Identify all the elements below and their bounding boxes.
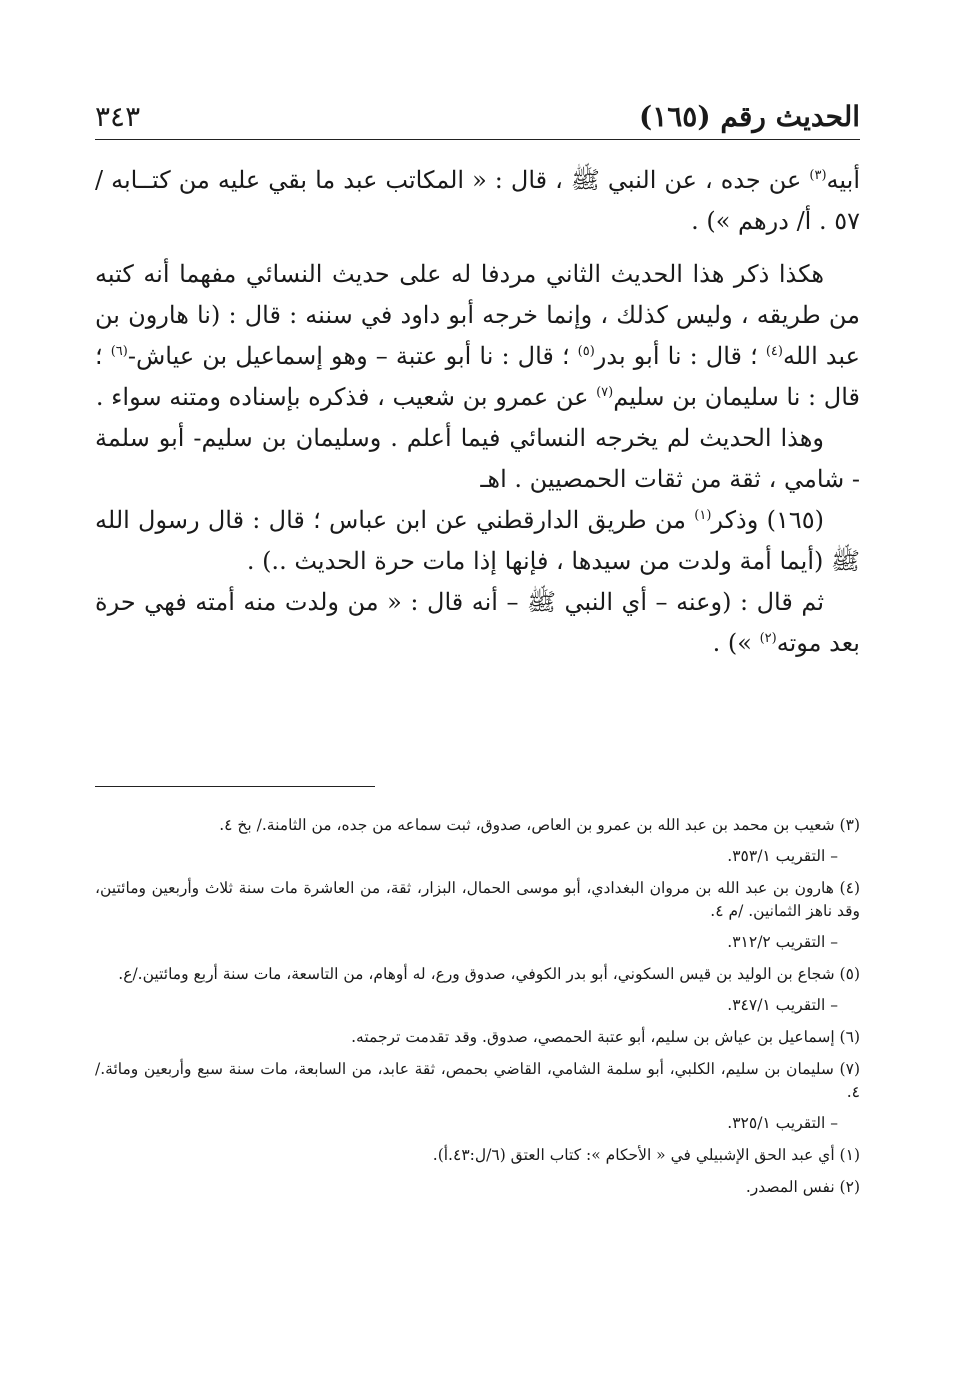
footnote-reference: – التقريب ٣٤٧/١. [727,996,838,1014]
footnote-2: (٢) نفس المصدر. [745,1178,860,1196]
paragraph-5: ثم قال : (وعنه – أي النبي ﷺ – أنه قال : « من ولدت منه أمته فهي حرة بعد موته$^{(٢)}$ ») . [95,588,860,657]
paragraph-4: (١٦٥) وذكر$^{(١)}$ من طريق الدارقطني عن ابن عباس ؛ قال : قال رسول الله ﷺ (أيما أمة ولدت من سيدها ، فإنها إذا مات حرة الحديث ..) . [95,506,860,575]
footnote-marker: (١) [694,508,712,523]
footnote-4: (٤) هارون بن عبد الله بن مروان البغدادي، أبو موسى الحمال، البزار، ثقة، من العاشرة مات سنة ثلاث وأربعين ومائتين، وقد ناهز الثمانين. /م ٤. – التقريب ٣١٢/٢. [95,877,860,954]
footnote-marker: (٦) [110,344,128,359]
footnote-marker: (٧) [596,385,614,400]
paragraph-1: أبيه$^{(٣)}$ عن جده ، عن النبي ﷺ ، قال : « المكاتب عبد ما بقي عليه من كتــابه /٥٧ . أ/ درهم ») . [95,166,860,235]
footnote-7: (٧) سليمان بن سليم، الكلبي، أبو سلمة الشامي، القاضي بحمص، ثقة عابد، من السابعة، مات سنة سبع وأربعين ومائة./ ٤. – التقريب ٣٢٥/١. [95,1058,860,1135]
footnote-5: (٥) شجاع بن الوليد بن قيس السكوني، أبو بدر الكوفي، صدوق ورع، له أوهام، من التاسعة، مات سنة أربع ومائتين./ع. – التقريب ٣٤٧/١. [95,963,860,1017]
footnote-reference: – التقريب ٣١٢/٢. [727,933,838,951]
page-title: الحديث رقم (١٦٥) [638,100,860,133]
footnote-divider [95,786,375,787]
footnote-marker: (٢) [759,631,777,646]
page-number: ٣٤٣ [95,100,141,133]
footnote-marker: (٥) [577,344,595,359]
footnote-marker: (٣) [809,168,827,183]
footnote-reference: – التقريب ٣٢٥/١. [727,1114,838,1132]
footnotes [95,814,860,1208]
main-text [95,160,860,664]
paragraph-3: وهذا الحديث لم يخرجه النسائي فيما أعلم . وسليمان بن سليم- أبو سلمة - شامي ، ثقة من ثقات الحمصيين . اهـ [95,424,860,493]
footnote-1: (١) أي عبد الحق الإشبيلي في « الأحكام »: كتاب العتق (٦/ل:٤٣.أ). [432,1146,860,1164]
footnote-reference: – التقريب ٣٥٣/١. [727,847,838,865]
footnote-6: (٦) إسماعيل بن عياش بن سليم، أبو عتبة الحمصي، صدوق. وقد تقدمت ترجمته. [351,1028,860,1046]
page-header [95,100,860,140]
footnote-marker: (٤) [765,344,783,359]
page [95,100,860,664]
footnote-3: (٣) شعيب بن محمد بن عبد الله بن عمرو بن العاص، صدوق، ثبت سماعه من جده، من الثامنة./ بخ ٤. – التقريب ٣٥٣/١. [95,814,860,868]
paragraph-2: هكذا ذكر هذا الحديث الثاني مردفا له على حديث النسائي مفهما أنه كتبه من طريقه ، وليس كذلك ، وإنما خرجه أبو داود في سننه : قال : (نا هارون بن عبد الله$^{(٤)}$ ؛ قال : نا أبو بدر$^{(٥)}$ ؛ قال : نا أبو عتبة – وهو إسماعيل بن عياش-$^{(٦)}$ ؛ قال : نا سليمان بن سليم$^{(٧)}$ عن عمرو بن شعيب ، فذكره بإسناده ومتنه سواء . [95,260,860,411]
